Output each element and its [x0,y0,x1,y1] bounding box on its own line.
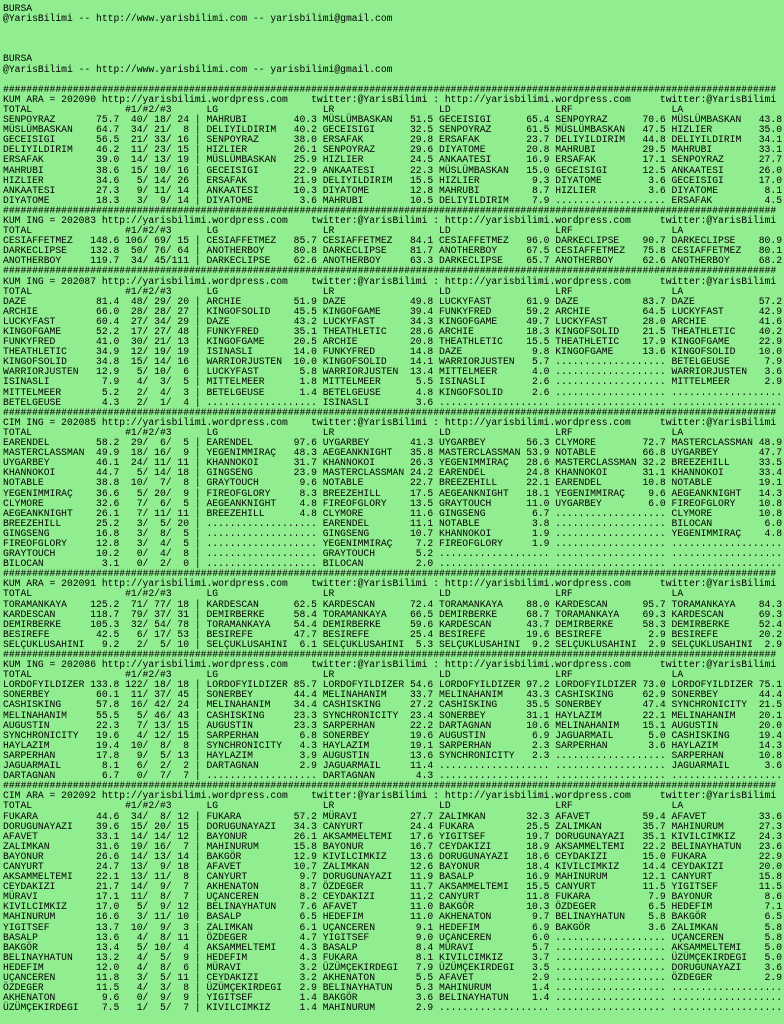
table-row: MÜSLÜMBASKAN 64.7 34/ 21/ 8 | DELIYILDIRIM 40.2 GECEISIGI 32.5 SENPOYRAZ 61.5 MÜSLÜMBASKAN 47.5 HIZLIER 35.0 [3,124,783,136]
table-row: KINGOFGAME 52.2 17/ 27/ 48 | FUNKYFRED 35.1 THEATHLETIC 28.6 ARCHIE 18.3 KINGOFSOLID 21.5 THEATHLETIC 40.2 [3,326,783,337]
block-title-line: KUM ING = 202086 http://yarisbilimi.wordpress.com twitter:@YarisBilimi : http://yarisbilimi.wordpress.com twitter:@YarisBilimi [3,659,777,671]
table-row: DAZE 81.4 48/ 29/ 20 | ARCHIE 51.9 DAZE 49.8 LUCKYFAST 61.9 DAZE 83.7 DAZE 57.2 [3,295,783,307]
table-row: MITTELMEER 5.2 2/ 4/ 3 | BETELGEUSE 1.4 BETELGEUSE 4.8 KINGOFSOLID 2.6 ................... ................... [3,386,783,398]
masthead-city: BURSA [3,3,33,14]
block-title-line: KUM ING = 202087 http://yarisbilimi.wordpress.com twitter:@YarisBilimi : http://yarisbilimi.wordpress.com twitter:@YarisBilimi [3,275,777,287]
table-row: GECEISIGI 56.5 21/ 33/ 16 | SENPOYRAZ 38.0 ERSAFAK 29.8 ERSAFAK 23.7 DELIYILDIRIM 44.8 DELIYILDIRIM 34.1 [3,134,783,146]
table-row: JAGUARMAIL 8.1 6/ 2/ 2 | DARTAGNAN 2.9 JAGUARMAIL 11.4 ................... ................... JAGUARMAIL 3.6 [3,760,783,772]
table-row: ANKAATESI 27.3 9/ 11/ 14 | ANKAATESI 10.3 DIYATOME 12.8 MAHRUBI 8.7 HIZLIER 3.6 DIYATOME 8.1 [3,184,783,196]
blank-line [3,44,784,54]
table-row: HAYLAZIM 19.4 10/ 8/ 8 | SYNCHRONICITY 4.3 HAYLAZIM 19.1 SARPERHAN 2.3 SARPERHAN 3.6 HAYLAZIM 14.3 [3,739,783,751]
table-row: ISINASLI 7.9 4/ 3/ 5 | MITTELMEER 1.8 MITTELMEER 5.5 ISINASLI 2.6 ................... MITTELMEER 2.9 [3,376,783,388]
table-row: BREEZEHILL 25.2 3/ 5/ 20 | ................... EARENDEL 11.1 NOTABLE 3.8 ................... BILOCAN 6.0 [3,517,783,529]
table-row: HEDEFIM 12.0 4/ 8/ 6 | MÜRAVI 3.2 ÜZÜMÇEKIRDEGI 7.9 ÜZÜMÇEKIRDEGI 3.5 ................... DORUGUNAYAZI 3.6 [3,961,783,973]
table-row: DARTAGNAN 6.7 0/ 7/ 7 | ................... DARTAGNAN 4.3 ................... ................... ................... [3,770,783,782]
column-header-line: TOTAL #1/#2/#3 LG LR LD LRF LA [3,426,684,438]
table-row: SYNCHRONICITY 19.6 4/ 12/ 15 | SARPERHAN 6.8 SONERBEY 19.6 AUGUSTIN 6.9 JAGUARMAIL 5.0 CASHISKING 19.4 [3,729,783,741]
table-row: MELINAHANIM 55.5 5/ 46/ 43 | CASHISKING 23.3 SYNCHRONICITY 23.4 SONERBEY 31.1 HAYLAZIM 22.1 MELINAHANIM 20.1 [3,709,783,721]
table-row: KHANNOKOI 44.7 5/ 14/ 18 | GINGSENG 23.9 MASTERCLASSMAN 24.2 EARENDEL 24.8 KHANNOKOI 31.1 KHANNOKOI 33.4 [3,467,783,479]
table-row: DARKECLIPSE 132.8 50/ 76/ 64 | ANOTHERBOY 80.8 DARKECLIPSE 81.7 ANOTHERBOY 67.5 CESIAFFETMEZ 75.8 CESIAFFETMEZ 80.1 [3,245,783,257]
table-row: MASTERCLASSMAN 49.9 18/ 16/ 9 | YEGENIMMIRAÇ 48.3 AEGEANKNIGHT 35.8 MASTERCLASSMAN 53.9 NOTABLE 66.8 UYGARBEY 47.7 [3,447,783,459]
table-row: GINGSENG 16.8 3/ 8/ 5 | ................... GINGSENG 10.7 KHANNOKOI 1.9 ................... YEGENIMMIRAÇ 4.8 [3,527,783,539]
table-row: KIVILCIMKIZ 17.0 5/ 9/ 12 | BELINAYHATUN 7.6 AFAVET 11.0 BAKGÖR 10.3 ÖZDEGER 6.5 HEDEFIM 7.1 [3,901,783,913]
separator-line: ##################################################################################################################################### [3,265,777,277]
table-row: YIGITSEF 13.7 10/ 9/ 3 | ZALIMKAN 6.1 UÇANCEREN 9.1 HEDEFIM 6.9 BAKGÖR 3.6 ZALIMKAN 5.8 [3,921,783,933]
masthead-contact: @YarisBilimi -- http://www.yarisbilimi.com -- yarisbilimi@gmail.com [3,63,393,75]
table-row: AKHENATON 9.6 0/ 9/ 9 | YIGITSEF 1.4 BAKGÖR 3.6 BELINAYHATUN 1.4 ................... ................... [3,992,783,1004]
blank-line [3,34,784,44]
table-row: ERSAFAK 39.0 14/ 13/ 19 | MÜSLÜMBASKAN 25.9 HIZLIER 24.5 ANKAATESI 16.9 ERSAFAK 17.1 SENPOYRAZ 27.7 [3,154,783,166]
table-row: HIZLIER 34.6 5/ 14/ 26 | ERSAFAK 21.9 DELIYILDIRIM 15.5 HIZLIER 9.3 DIYATOME 3.6 GECEISIGI 17.0 [3,174,783,186]
table-row: MAHINURUM 16.6 3/ 11/ 10 | BASALP 6.5 HEDEFIM 11.0 AKHENATON 9.7 BELINAYHATUN 5.8 BAKGÖR 6.5 [3,911,783,923]
masthead-contact: @YarisBilimi -- http://www.yarisbilimi.com -- yarisbilimi@gmail.com [3,13,393,25]
table-row: DIYATOME 18.3 3/ 9/ 14 | DIYATOME 3.6 MAHRUBI 10.5 DELIYILDIRIM 7.9 ................... ERSAFAK 4.5 [3,194,783,206]
table-row: SELÇUKLUSAHINI 9.2 2/ 5/ 10 | SELÇUKLUSAHINI 6.1 SELÇUKLUSAHINI 5.3 SELÇUKLUSAHINI 9.2 SELÇUKLUSAHINI 2.9 SELÇUKLUSAHINI 2.9 [3,638,783,650]
table-row: YEGENIMMIRAÇ 36.6 5/ 20/ 9 | FIREOFGLORY 8.3 BREEZEHILL 17.5 AEGEANKNIGHT 18.1 YEGENIMMIRAÇ 9.6 AEGEANKNIGHT 14.3 [3,487,783,499]
separator-line: ##################################################################################################################################### [3,568,777,580]
table-row: AFAVET 33.1 14/ 14/ 12 | BAYONUR 26.1 AKSAMMELTEMI 17.6 YIGITSEF 19.7 DORUGUNAYAZI 35.1 KIVILCIMKIZ 24.3 [3,830,783,842]
column-header-line: TOTAL #1/#2/#3 LG LR LD LRF LA [3,225,684,237]
table-row: AEGEANKNIGHT 26.1 7/ 11/ 11 | BREEZEHILL 4.8 CLYMORE 11.6 GINGSENG 6.7 ................... CLYMORE 10.8 [3,507,783,519]
column-header-line: TOTAL #1/#2/#3 LG LR LD LRF LA [3,103,684,115]
table-row: CEYDAKIZI 21.7 14/ 9/ 7 | AKHENATON 8.7 ÖZDEGER 11.7 AKSAMMELTEMI 15.5 CANYURT 11.5 YIGITSEF 11.5 [3,881,783,893]
table-row: CASHISKING 57.8 16/ 42/ 24 | MELINAHANIM 34.4 CASHISKING 27.2 CASHISKING 35.5 SONERBEY 47.4 SYNCHRONICITY 21.5 [3,699,783,711]
table-row: BESIREFE 42.5 6/ 17/ 53 | BESIREFE 47.7 BESIREFE 25.4 BESIREFE 19.6 BESIREFE 2.9 BESIREFE 20.2 [3,628,783,640]
table-row: CLYMORE 32.6 7/ 6/ 5 | AEGEANKNIGHT 4.8 FIREOFGLORY 13.5 GRAYTOUCH 11.0 UYGARBEY 6.0 FIREOFGLORY 10.8 [3,497,783,509]
table-row: SONERBEY 60.1 11/ 37/ 45 | SONERBEY 44.4 MELINAHANIM 33.7 MELINAHANIM 43.3 CASHISKING 62.9 SONERBEY 44.4 [3,689,783,701]
separator-line: ##################################################################################################################################### [3,406,777,418]
blank-line [3,24,784,34]
table-row: NOTABLE 38.8 10/ 7/ 8 | GRAYTOUCH 9.6 NOTABLE 22.7 BREEZEHILL 22.1 EARENDEL 10.8 NOTABLE 19.1 [3,477,783,489]
block-title-line: CIM ING = 202085 http://yarisbilimi.wordpress.com twitter:@YarisBilimi : http://yarisbilimi.wordpress.com twitter:@YarisBilimi [3,416,777,428]
table-row: GRAYTOUCH 10.2 0/ 4/ 8 | ................... GRAYTOUCH 5.2 ................... ................... ................... [3,548,783,560]
column-header-line: TOTAL #1/#2/#3 LG LR LD LRF LA [3,669,684,681]
column-header-line: TOTAL #1/#2/#3 LG LR LD LRF LA [3,588,684,600]
block-title-line: KUM ING = 202083 http://yarisbilimi.wordpress.com twitter:@YarisBilimi : http://yarisbilimi.wordpress.com twitter:@YarisBilimi [3,214,777,226]
table-row: KARDESCAN 118.7 79/ 37/ 31 | DEMIRBERKE 58.4 TORAMANKAYA 66.5 DEMIRBERKE 68.7 TORAMANKAYA 69.3 KARDESCAN 69.3 [3,608,783,620]
separator-line: ##################################################################################################################################### [3,780,777,792]
table-row: EARENDEL 58.2 29/ 6/ 5 | EARENDEL 97.6 UYGARBEY 41.3 UYGARBEY 56.3 CLYMORE 72.7 MASTERCLASSMAN 48.9 [3,437,783,449]
masthead-city: BURSA [3,53,33,65]
block-title-line: KUM ARA = 202090 http://yarisbilimi.wordpress.com twitter:@YarisBilimi : http://yarisbilimi.wordpress.com twitter:@YarisBilimi [3,93,777,105]
table-row: WARRIORJUSTEN 12.9 5/ 10/ 6 | LUCKYFAST 5.8 WARRIORJUSTEN 13.4 MITTELMEER 4.0 ................... WARRIORJUSTEN 3.6 [3,366,783,378]
table-row: MÜRAVI 17.1 11/ 8/ 7 | UÇANCEREN 8.2 CEYDAKIZI 11.2 CANYURT 11.8 FUKARA 7.9 BAYONUR 8.6 [3,891,783,903]
table-row: TORAMANKAYA 125.2 71/ 77/ 18 | KARDESCAN 62.5 KARDESCAN 72.4 TORAMANKAYA 88.0 KARDESCAN 95.7 TORAMANKAYA 84.3 [3,598,783,610]
table-row: ARCHIE 66.0 28/ 28/ 27 | KINGOFSOLID 45.5 KINGOFGAME 39.4 FUNKYFRED 59.2 ARCHIE 64.5 LUCKYFAST 42.9 [3,305,783,317]
table-row: BAYONUR 26.6 14/ 13/ 14 | BAKGÖR 12.9 KIVILCIMKIZ 13.6 DORUGUNAYAZI 18.6 CEYDAKIZI 15.0 FUKARA 22.9 [3,850,783,862]
table-row: ÖZDEGER 11.5 4/ 3/ 8 | ÜZÜMÇEKIRDEGI 2.9 BELINAYHATUN 5.3 MAHINURUM 1.4 ................... ................... [3,982,783,994]
block-title-line: KUM ARA = 202091 http://yarisbilimi.wordpress.com twitter:@YarisBilimi : http://yarisbilimi.wordpress.com twitter:@YarisBilimi [3,578,777,590]
table-row: AUGUSTIN 22.3 7/ 13/ 15 | AUGUSTIN 23.3 SARPERHAN 22.2 DARTAGNAN 10.6 MELINAHANIM 15.1 AUGUSTIN 20.0 [3,719,783,731]
table-row: LUCKYFAST 60.4 27/ 34/ 29 | DAZE 43.2 LUCKYFAST 34.3 KINGOFGAME 49.7 LUCKYFAST 28.0 ARCHIE 41.6 [3,315,783,327]
table-row: FUKARA 44.6 34/ 8/ 12 | FUKARA 57.2 MÜRAVI 27.7 ZALIMKAN 32.3 AFAVET 59.4 AFAVET 33.6 [3,810,783,822]
table-row: BAKGÖR 13.4 5/ 10/ 4 | AKSAMMELTEMI 4.3 BASALP 8.4 MÜRAVI 5.7 ................... AKSAMMELTEMI 5.0 [3,941,783,953]
table-row: UÇANCEREN 11.8 3/ 5/ 11 | CEYDAKIZI 3.2 AKHENATON 5.5 AFAVET 2.9 ................... ÖZDEGER 2.9 [3,972,783,983]
table-row: MAHRUBI 38.6 15/ 10/ 16 | GECEISIGI 22.9 ANKAATESI 22.3 MÜSLÜMBASKAN 15.0 GECEISIGI 12.5 ANKAATESI 26.0 [3,164,783,176]
table-row: BASALP 13.6 4/ 8/ 11 | ÖZDEGER 4.7 YIGITSEF 9.0 UÇANCEREN 6.0 ................... UÇANCEREN 5.8 [3,931,783,943]
table-row: DEMIRBERKE 105.3 32/ 54/ 78 | TORAMANKAYA 54.4 DEMIRBERKE 59.6 KARDESCAN 43.7 DEMIRBERKE 58.3 DEMIRBERKE 52.4 [3,618,783,630]
table-row: FUNKYFRED 41.0 30/ 21/ 13 | KINGOFGAME 20.5 ARCHIE 20.8 THEATHLETIC 15.5 THEATHLETIC 17.9 KINGOFGAME 22.9 [3,336,783,348]
table-row: FIREOFGLORY 12.8 3/ 4/ 5 | ................... YEGENIMMIRAÇ 7.2 FIREOFGLORY 1.9 ................... ................... [3,537,783,549]
table-row: SARPERHAN 17.8 9/ 5/ 13 | HAYLAZIM 3.9 AUGUSTIN 13.6 SYNCHRONICITY 2.3 ................... SARPERHAN 10.8 [3,749,783,761]
separator-line: ##################################################################################################################################### [3,83,777,95]
table-row: THEATHLETIC 34.9 12/ 19/ 19 | ISINASLI 14.0 FUNKYFRED 14.8 DAZE 9.8 KINGOFGAME 13.6 KINGOFSOLID 10.0 [3,346,783,358]
table-row: CANYURT 24.7 13/ 9/ 18 | AFAVET 10.7 ZALIMKAN 12.6 BAYONUR 18.4 KIVILCIMKIZ 14.4 CEYDAKIZI 20.0 [3,860,783,872]
table-row: DELIYILDIRIM 46.2 11/ 23/ 15 | HIZLIER 26.1 SENPOYRAZ 29.6 DIYATOME 20.8 MAHRUBI 29.5 MAHRUBI 33.1 [3,144,783,156]
block-title-line: CIM ARA = 202092 http://yarisbilimi.wordpress.com twitter:@YarisBilimi : http://yarisbilimi.wordpress.com twitter:@YarisBilimi [3,790,777,802]
table-row: CESIAFFETMEZ 148.6 106/ 69/ 15 | CESIAFFETMEZ 85.7 CESIAFFETMEZ 84.1 CESIAFFETMEZ 96.0 DARKECLIPSE 90.7 DARKECLIPSE 80.9 [3,235,783,247]
table-row: DORUGUNAYAZI 39.6 15/ 20/ 15 | DORUGUNAYAZI 34.3 CANYURT 24.4 FUKARA 25.5 ZALIMKAN 35.7 MAHINURUM 27.3 [3,820,783,832]
table-row: ZALIMKAN 31.6 19/ 16/ 7 | MAHINURUM 15.8 BAYONUR 16.7 CEYDAKIZI 18.9 AKSAMMELTEMI 22.2 BELINAYHATUN 23.6 [3,840,783,852]
table-row: UYGARBEY 46.1 24/ 11/ 11 | KHANNOKOI 31.7 KHANNOKOI 26.3 YEGENIMMIRAÇ 28.6 MASTERCLASSMAN 32.2 BREEZEHILL 33.5 [3,457,783,469]
table-row: BILOCAN 3.1 0/ 2/ 0 | ................... BILOCAN 2.0 ................... ................... ................... [3,558,783,570]
column-header-line: TOTAL #1/#2/#3 LG LR LD LRF LA [3,800,684,812]
table-row: ÜZÜMÇEKIRDEGI 7.5 1/ 5/ 7 | KIVILCIMKIZ 1.4 MAHINURUM 2.9 ................... ................... ................... [3,1002,783,1014]
table-row: LORDOFYILDIZER 133.8 122/ 18/ 18 | LORDOFYILDIZER 85.7 LORDOFYILDIZER 54.6 LORDOFYILDIZER 97.2 LORDOFYILDIZER 73.0 LORDOFYILDIZER 75.1 [3,679,783,691]
table-row: AKSAMMELTEMI 22.1 13/ 11/ 8 | CANYURT 9.7 DORUGUNAYAZI 11.9 BASALP 16.9 MAHINURUM 12.1 CANYURT 15.8 [3,871,783,883]
table-row: BELINAYHATUN 13.2 4/ 5/ 9 | HEDEFIM 4.3 FUKARA 8.1 KIVILCIMKIZ 3.7 ................... ÜZÜMÇEKIRDEGI 5.0 [3,951,783,963]
separator-line: ##################################################################################################################################### [3,649,777,660]
column-header-line: TOTAL #1/#2/#3 LG LR LD LRF LA [3,285,684,297]
table-row: BETELGEUSE 4.3 2/ 1/ 4 | ................... ISINASLI 3.6 ................... ................... ................... [3,396,783,408]
table-row: KINGOFSOLID 34.8 15/ 14/ 16 | WARRIORJUSTEN 10.0 KINGOFSOLID 14.1 WARRIORJUSTEN 5.7 ................... BETELGEUSE 7.9 [3,356,783,368]
separator-line: ##################################################################################################################################### [3,204,777,216]
table-row: ANOTHERBOY 119.7 34/ 45/111 | DARKECLIPSE 62.6 ANOTHERBOY 63.3 DARKECLIPSE 65.7 ANOTHERBOY 62.6 ANOTHERBOY 68.2 [3,255,783,267]
table-row: SENPOYRAZ 75.7 40/ 18/ 24 | MAHRUBI 40.3 MÜSLÜMBASKAN 51.5 GECEISIGI 65.4 SENPOYRAZ 70.6 MÜSLÜMBASKAN 43.8 [3,114,783,126]
